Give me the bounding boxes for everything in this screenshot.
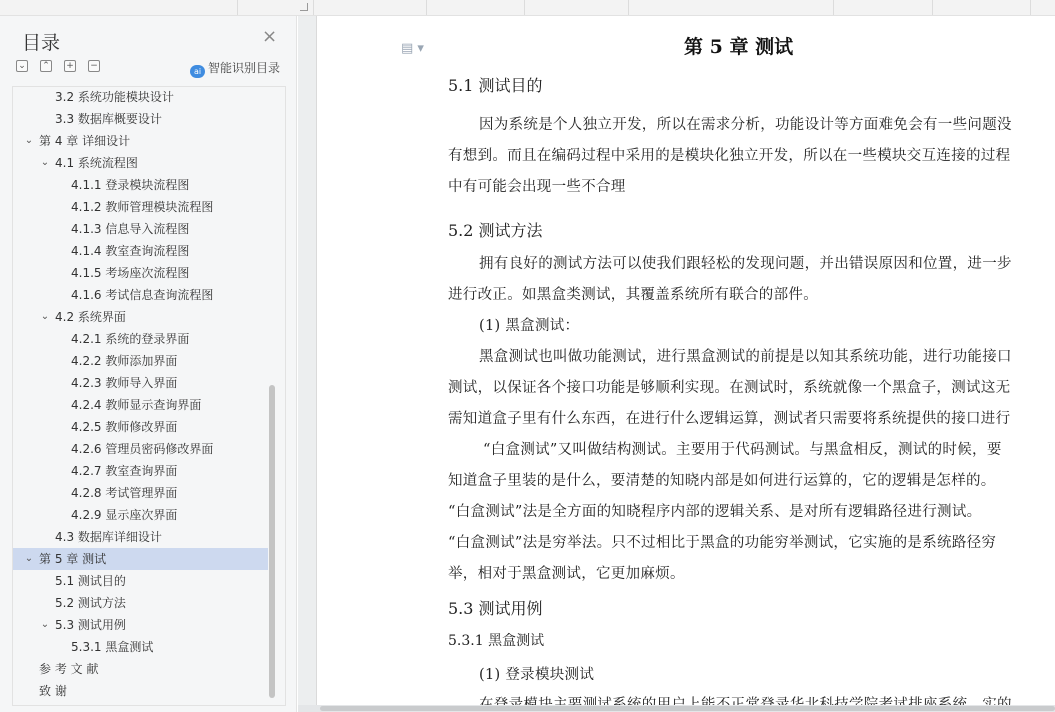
add-heading-icon[interactable]: +	[64, 60, 76, 72]
body-paragraph: “白盒测试”法是穷举法。只不过相比于黑盒的功能穷举测试，它实施的是系统路径穷	[448, 535, 997, 551]
toc-item-label: 4.1.3 信息导入流程图	[71, 222, 190, 236]
toc-item[interactable]	[13, 526, 268, 548]
body-paragraph: 因为系统是个人独立开发，所以在需求分析，功能设计等方面难免会有一些问题没	[479, 117, 1012, 133]
close-icon[interactable]: ×	[262, 26, 278, 47]
toc-item[interactable]	[13, 130, 268, 152]
section-heading: 5.1 测试目的	[448, 76, 543, 95]
toc-item-label: 4.1.6 考试信息查询流程图	[71, 288, 214, 302]
toc-item-label: 5.2 测试方法	[55, 596, 126, 610]
toc-item-label: 致 谢	[39, 684, 67, 698]
toc-item[interactable]	[13, 636, 268, 658]
section-heading: 5.3 测试用例	[448, 599, 543, 618]
smart-toc-button[interactable]	[190, 59, 280, 75]
toc-item-label: 3.2 系统功能模块设计	[55, 90, 174, 104]
toc-item-label: 第 4 章 详细设计	[39, 134, 131, 148]
toc-item-label: 4.2.9 显示座次界面	[71, 508, 178, 522]
toc-item[interactable]	[13, 658, 268, 680]
body-paragraph: 中有可能会出现一些不合理	[448, 179, 626, 195]
toc-item[interactable]	[13, 328, 268, 350]
toc-item-label: 参 考 文 献	[39, 662, 99, 676]
toc-item-label: 4.2.1 系统的登录界面	[71, 332, 190, 346]
ruler-tick	[524, 0, 525, 15]
toc-item-label: 4.2.8 考试管理界面	[71, 486, 178, 500]
toc-item[interactable]	[13, 108, 268, 130]
toc-item-label: 4.1 系统流程图	[55, 156, 138, 170]
toc-item-label: 5.3.1 黑盒测试	[71, 640, 154, 654]
toc-item[interactable]	[13, 152, 268, 174]
toc-item-label: 4.2.4 教师显示查询界面	[71, 398, 202, 412]
toc-list	[12, 86, 286, 706]
body-paragraph: 测试，以保证各个接口功能是够顺利实现。在测试时，系统就像一个黑盒子，测试这无	[448, 380, 1011, 396]
toc-item-label: 4.1.4 教室查询流程图	[71, 244, 190, 258]
toc-item[interactable]	[13, 592, 268, 614]
horizontal-scrollbar[interactable]	[298, 705, 1055, 712]
toc-item[interactable]	[13, 218, 268, 240]
toc-item-label: 4.1.1 登录模块流程图	[71, 178, 190, 192]
toc-item[interactable]	[13, 460, 268, 482]
chevron-down-icon[interactable]: ⌄	[24, 135, 34, 146]
document-page	[316, 16, 1055, 705]
toc-item-label: 4.2 系统界面	[55, 310, 126, 324]
toc-item-label: 4.1.5 考场座次流程图	[71, 266, 190, 280]
toc-panel	[0, 16, 297, 712]
toc-item-label: 4.2.2 教师添加界面	[71, 354, 178, 368]
toc-item[interactable]	[13, 680, 268, 702]
body-paragraph: (1) 黑盒测试：	[479, 318, 580, 334]
toc-item-label: 5.1 测试目的	[55, 574, 126, 588]
collapse-all-icon[interactable]: ⌃	[40, 60, 52, 72]
toc-item[interactable]	[13, 240, 268, 262]
toc-item-label: 4.3 数据库详细设计	[55, 530, 162, 544]
ai-assist-icon: ai	[190, 65, 205, 78]
horizontal-scroll-thumb[interactable]	[320, 706, 1055, 711]
top-ruler	[0, 0, 1055, 16]
body-paragraph: 举，相对于黑盒测试，它更加麻烦。	[448, 566, 685, 582]
subsection-heading: 5.3.1 黑盒测试	[448, 633, 545, 649]
body-paragraph: 黑盒测试也叫做功能测试，进行黑盒测试的前提是以知其系统功能，进行功能接口	[479, 349, 1012, 365]
ruler-tick	[426, 0, 427, 15]
toc-item[interactable]	[13, 504, 268, 526]
toc-item[interactable]	[13, 306, 268, 328]
toc-item[interactable]	[13, 284, 268, 306]
body-paragraph: 需知道盒子里有什么东西，在进行什么逻辑运算，测试者只需要将系统提供的接口进行	[448, 411, 1011, 427]
toc-item[interactable]	[13, 350, 268, 372]
body-paragraph: 拥有良好的测试方法可以使我们跟轻松的发现问题，并出错误原因和位置，进一步	[479, 256, 1012, 272]
body-paragraph: (1) 登录模块测试	[479, 667, 595, 683]
toc-item-label: 5.3 测试用例	[55, 618, 126, 632]
remove-heading-icon[interactable]: −	[88, 60, 100, 72]
ruler-tick	[237, 0, 238, 15]
toc-item[interactable]	[13, 174, 268, 196]
toc-item-label: 第 5 章 测试	[39, 552, 107, 566]
toc-item[interactable]	[13, 86, 268, 108]
ruler-tick	[833, 0, 834, 15]
toc-item[interactable]	[13, 394, 268, 416]
toc-item-label: 4.2.5 教师修改界面	[71, 420, 178, 434]
toc-item-label: 3.3 数据库概要设计	[55, 112, 162, 126]
body-paragraph: “白盒测试”法是全方面的知晓程序内部的逻辑关系、是对所有逻辑路径进行测试。	[448, 504, 982, 520]
toc-title: 目录	[22, 32, 61, 54]
toc-item-label: 4.1.2 教师管理模块流程图	[71, 200, 214, 214]
ruler-corner-mark	[300, 3, 308, 11]
chapter-title: 第 5 章 测试	[684, 36, 794, 58]
body-paragraph: 知道盒子里装的是什么，要清楚的知晓内部是如何进行运算的，它的逻辑是怎样的。	[448, 473, 996, 489]
toc-item[interactable]	[13, 372, 268, 394]
ruler-tick	[628, 0, 629, 15]
chevron-down-icon[interactable]: ⌄	[40, 619, 50, 630]
document-area	[298, 16, 1055, 712]
toc-item[interactable]	[13, 438, 268, 460]
chevron-down-icon[interactable]: ⌄	[40, 157, 50, 168]
toc-scrollbar[interactable]	[269, 385, 275, 698]
toc-item-label: 4.2.7 教室查询界面	[71, 464, 178, 478]
ruler-tick	[932, 0, 933, 15]
expand-all-icon[interactable]: ⌄	[16, 60, 28, 72]
smart-toc-label: 智能识别目录	[208, 61, 281, 75]
toc-item-label: 4.2.3 教师导入界面	[71, 376, 178, 390]
body-paragraph: 进行改正。如黑盒类测试，其覆盖系统所有联合的部件。	[448, 287, 818, 303]
ruler-tick	[1030, 0, 1031, 15]
toc-item-label: 4.2.6 管理员密码修改界面	[71, 442, 214, 456]
toc-item[interactable]	[13, 196, 268, 218]
body-paragraph: 有想到。而且在编码过程中采用的是模块化独立开发，所以在一些模块交互连接的过程	[448, 148, 1011, 164]
chevron-down-icon[interactable]: ⌄	[24, 553, 34, 564]
toc-item[interactable]	[13, 614, 268, 636]
toc-item[interactable]	[13, 416, 268, 438]
chevron-down-icon[interactable]: ⌄	[40, 311, 50, 322]
toc-item[interactable]	[13, 548, 268, 570]
toc-item[interactable]	[13, 482, 268, 504]
body-paragraph: “白盒测试”又叫做结构测试。主要用于代码测试。与黑盒相反，测试的时候，要	[483, 442, 1002, 458]
section-heading: 5.2 测试方法	[448, 221, 543, 240]
toc-item[interactable]	[13, 262, 268, 284]
ruler-tick	[313, 0, 314, 15]
page-outline-icon[interactable]: ▤ ▾	[401, 41, 424, 56]
toc-item[interactable]	[13, 570, 268, 592]
